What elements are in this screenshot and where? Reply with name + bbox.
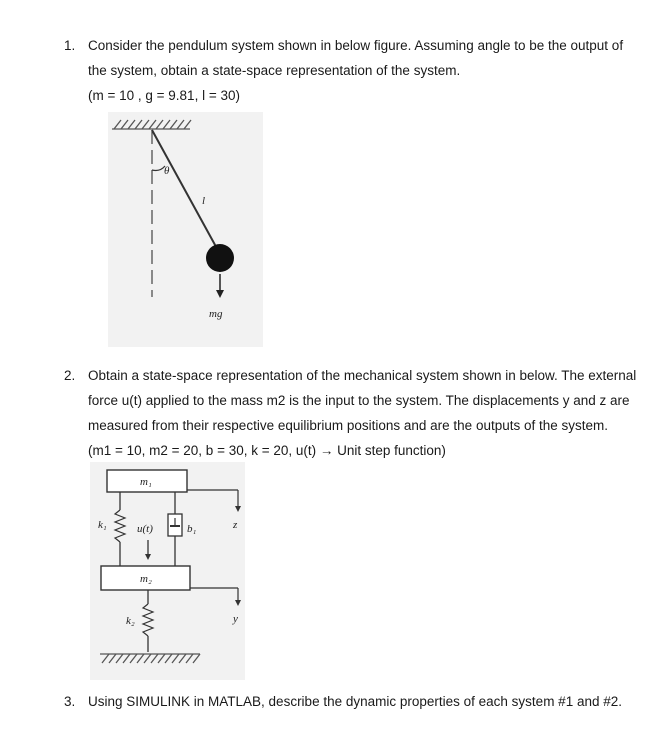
- question-2-line-1: Obtain a state-space representation of the mechanical system shown in below. The external: [88, 368, 637, 383]
- u-label: u(t): [137, 523, 153, 535]
- question-2-number: 2.: [64, 368, 76, 383]
- m2-label: m₂: [140, 573, 152, 585]
- question-1-line-2: the system, obtain a state-space representation of the system.: [88, 63, 461, 78]
- theta-label: θ: [164, 165, 170, 177]
- b1-label: b₁: [187, 523, 197, 535]
- question-1-params: (m = 10 , g = 9.81, l = 30): [88, 88, 240, 103]
- question-1-number: 1.: [64, 38, 76, 53]
- question-3-line-1: Using SIMULINK in MATLAB, describe the dynamic properties of each system #1 and #2.: [88, 694, 622, 709]
- question-2-line-3: measured from their respective equilibrium positions and are the outputs of the system.: [88, 418, 609, 433]
- question-1-line-1: Consider the pendulum system shown in below figure. Assuming angle to be the output of: [88, 38, 624, 53]
- k2-label: k₂: [126, 615, 135, 627]
- pendulum-figure: [108, 112, 263, 347]
- pendulum-bob: [206, 244, 234, 272]
- y-label: y: [233, 613, 238, 625]
- question-2-params: (m1 = 10, m2 = 20, b = 30, k = 20, u(t) → Unit step function): [88, 443, 446, 458]
- weight-label: mg: [209, 308, 223, 320]
- question-3-number: 3.: [64, 694, 76, 709]
- question-2-line-2: force u(t) applied to the mass m2 is the input to the system. The displacements y and z are: [88, 393, 630, 408]
- z-label: z: [233, 519, 238, 531]
- length-label: l: [202, 195, 206, 207]
- m1-label: m₁: [140, 476, 152, 488]
- mechanical-system-figure: [90, 462, 245, 680]
- k1-label: k₁: [98, 519, 107, 531]
